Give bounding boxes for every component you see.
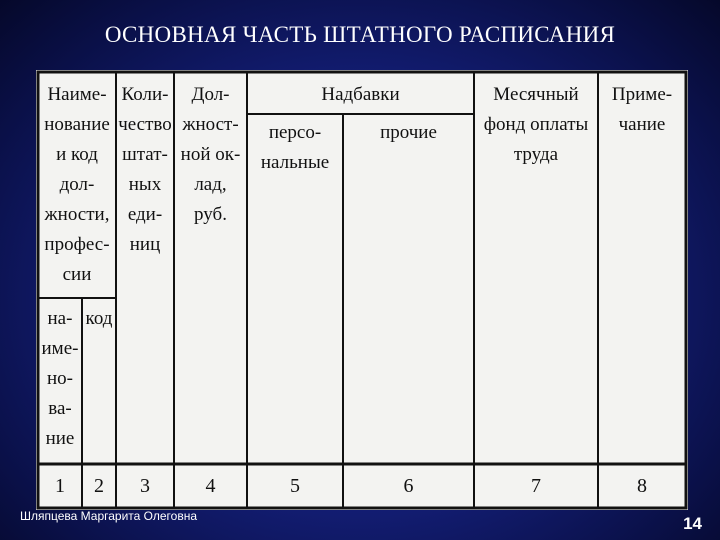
header-allowance-other: прочие xyxy=(380,122,437,143)
column-number-8: 8 xyxy=(637,475,647,497)
column-number-6: 6 xyxy=(403,475,414,497)
header-allowances: Надбавки xyxy=(321,84,400,105)
header-allowance-personal: персо- нальные xyxy=(260,122,330,173)
header-salary: Дол- жност- ной ок- лад, руб. xyxy=(180,84,241,225)
header-position-name: Наиме- нование и код дол- жности, профес- сии xyxy=(44,84,110,285)
column-number-3: 3 xyxy=(140,475,150,497)
column-number-1: 1 xyxy=(55,475,65,497)
slide-title: ОСНОВНАЯ ЧАСТЬ ШТАТНОГО РАСПИСАНИЯ xyxy=(104,22,616,47)
header-name-subcolumn: на- име- но- ва- ние xyxy=(41,308,79,449)
column-number-7: 7 xyxy=(531,475,541,497)
column-number-5: 5 xyxy=(290,475,300,497)
column-number-2: 2 xyxy=(94,475,104,497)
column-number-4: 4 xyxy=(205,475,216,497)
header-staff-count: Коли- чество штат- ных еди- ниц xyxy=(118,84,172,255)
header-note: Приме- чание xyxy=(611,84,673,135)
author-footer: Шляпцева Маргарита Олеговна xyxy=(20,509,198,523)
page-number: 14 xyxy=(683,514,702,533)
header-monthly-fund: Месячный фонд оплаты труда xyxy=(483,84,589,165)
header-code-subcolumn: код xyxy=(85,308,113,329)
staffing-table-scan xyxy=(36,70,688,510)
